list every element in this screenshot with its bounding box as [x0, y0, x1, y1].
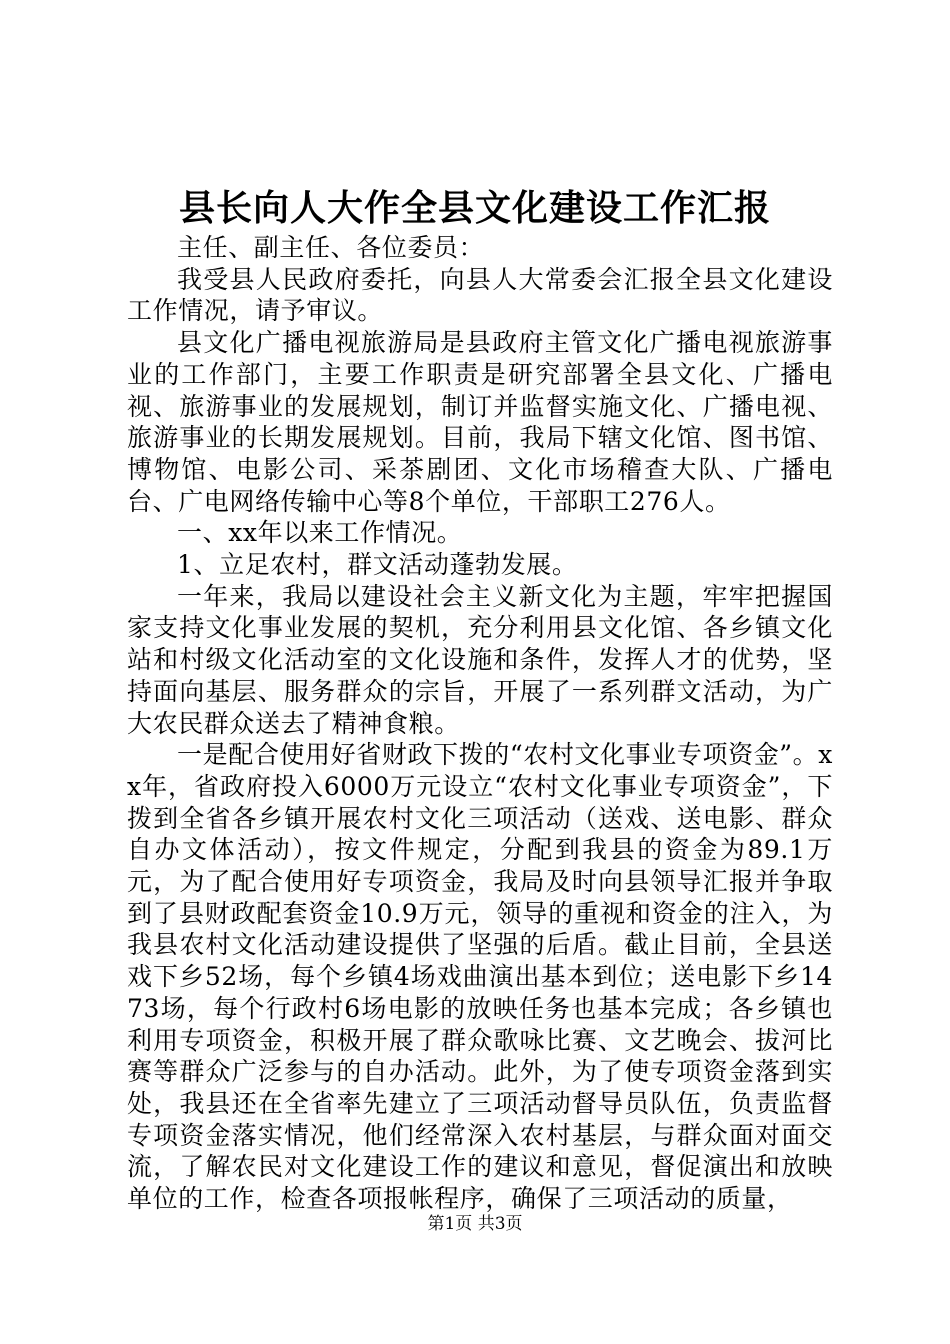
- intro-paragraph: 我受县人民政府委托，向县人大常委会汇报全县文化建设工作情况，请予审议。: [127, 264, 833, 326]
- section-heading: 一、xx年以来工作情况。: [177, 518, 463, 548]
- page-number-footer: 第1页 共3页: [427, 1214, 523, 1234]
- body-paragraph: 一是配合使用好省财政下拨的“农村文化事业专项资金”。xx年，省政府投入6000万元设立“农村文化事业专项资金”，下拨到全省各乡镇开展农村文化三项活动（送戏、送电影、群众自办文体活动），按文件规定，分配到我县的资金为89.1万元，为了配合使用好专项资金，我局及时向县领导汇报并争取到了县财政配套资金10.9万元，领导的重视和资金的注入，为我县农村文化活动建设提供了坚强的后盾。截止目前，全县送戏下乡52场，每个乡镇4场戏曲演出基本到位；送电影下乡1473场，每个行政村6场电影的放映任务也基本完成；各乡镇也利用专项资金，积极开展了群众歌咏比赛、文艺晚会、拔河比赛等群众广泛参与的自办活动。此外，为了使专项资金落到实处，我县还在全省率先建立了三项活动督导员队伍，负责监督专项资金落实情况，他们经常深入农村基层，与群众面对面交流，了解农民对文化建设工作的建议和意见，督促演出和放映单位的工作，检查各项报帐程序，确保了三项活动的质量，: [127, 740, 833, 1214]
- body-paragraph: 一年来，我局以建设社会主义新文化为主题，牢牢把握国家支持文化事业发展的契机，充分利用县文化馆、各乡镇文化站和村级文化活动室的文化设施和条件，发挥人才的优势，坚持面向基层、服务群众的宗旨，开展了一系列群文活动，为广大农民群众送去了精神食粮。: [127, 581, 833, 738]
- document-title: 县长向人大作全县文化建设工作汇报: [178, 187, 771, 229]
- document-body: [127, 232, 833, 1215]
- salutation-paragraph: 主任、副主任、各位委员：: [177, 233, 485, 262]
- subsection-heading: 1、立足农村，群文活动蓬勃发展。: [177, 550, 578, 580]
- bureau-overview-paragraph: 县文化广播电视旅游局是县政府主管文化广播电视旅游事业的工作部门，主要工作职责是研究部署全县文化、广播电视、旅游事业的发展规划，制订并监督实施文化、广播电视、旅游事业的长期发展规划。目前，我局下辖文化馆、图书馆、博物馆、电影公司、采茶剧团、文化市场稽查大队、广播电台、广电网络传输中心等8个单位，干部职工276人。: [127, 328, 833, 516]
